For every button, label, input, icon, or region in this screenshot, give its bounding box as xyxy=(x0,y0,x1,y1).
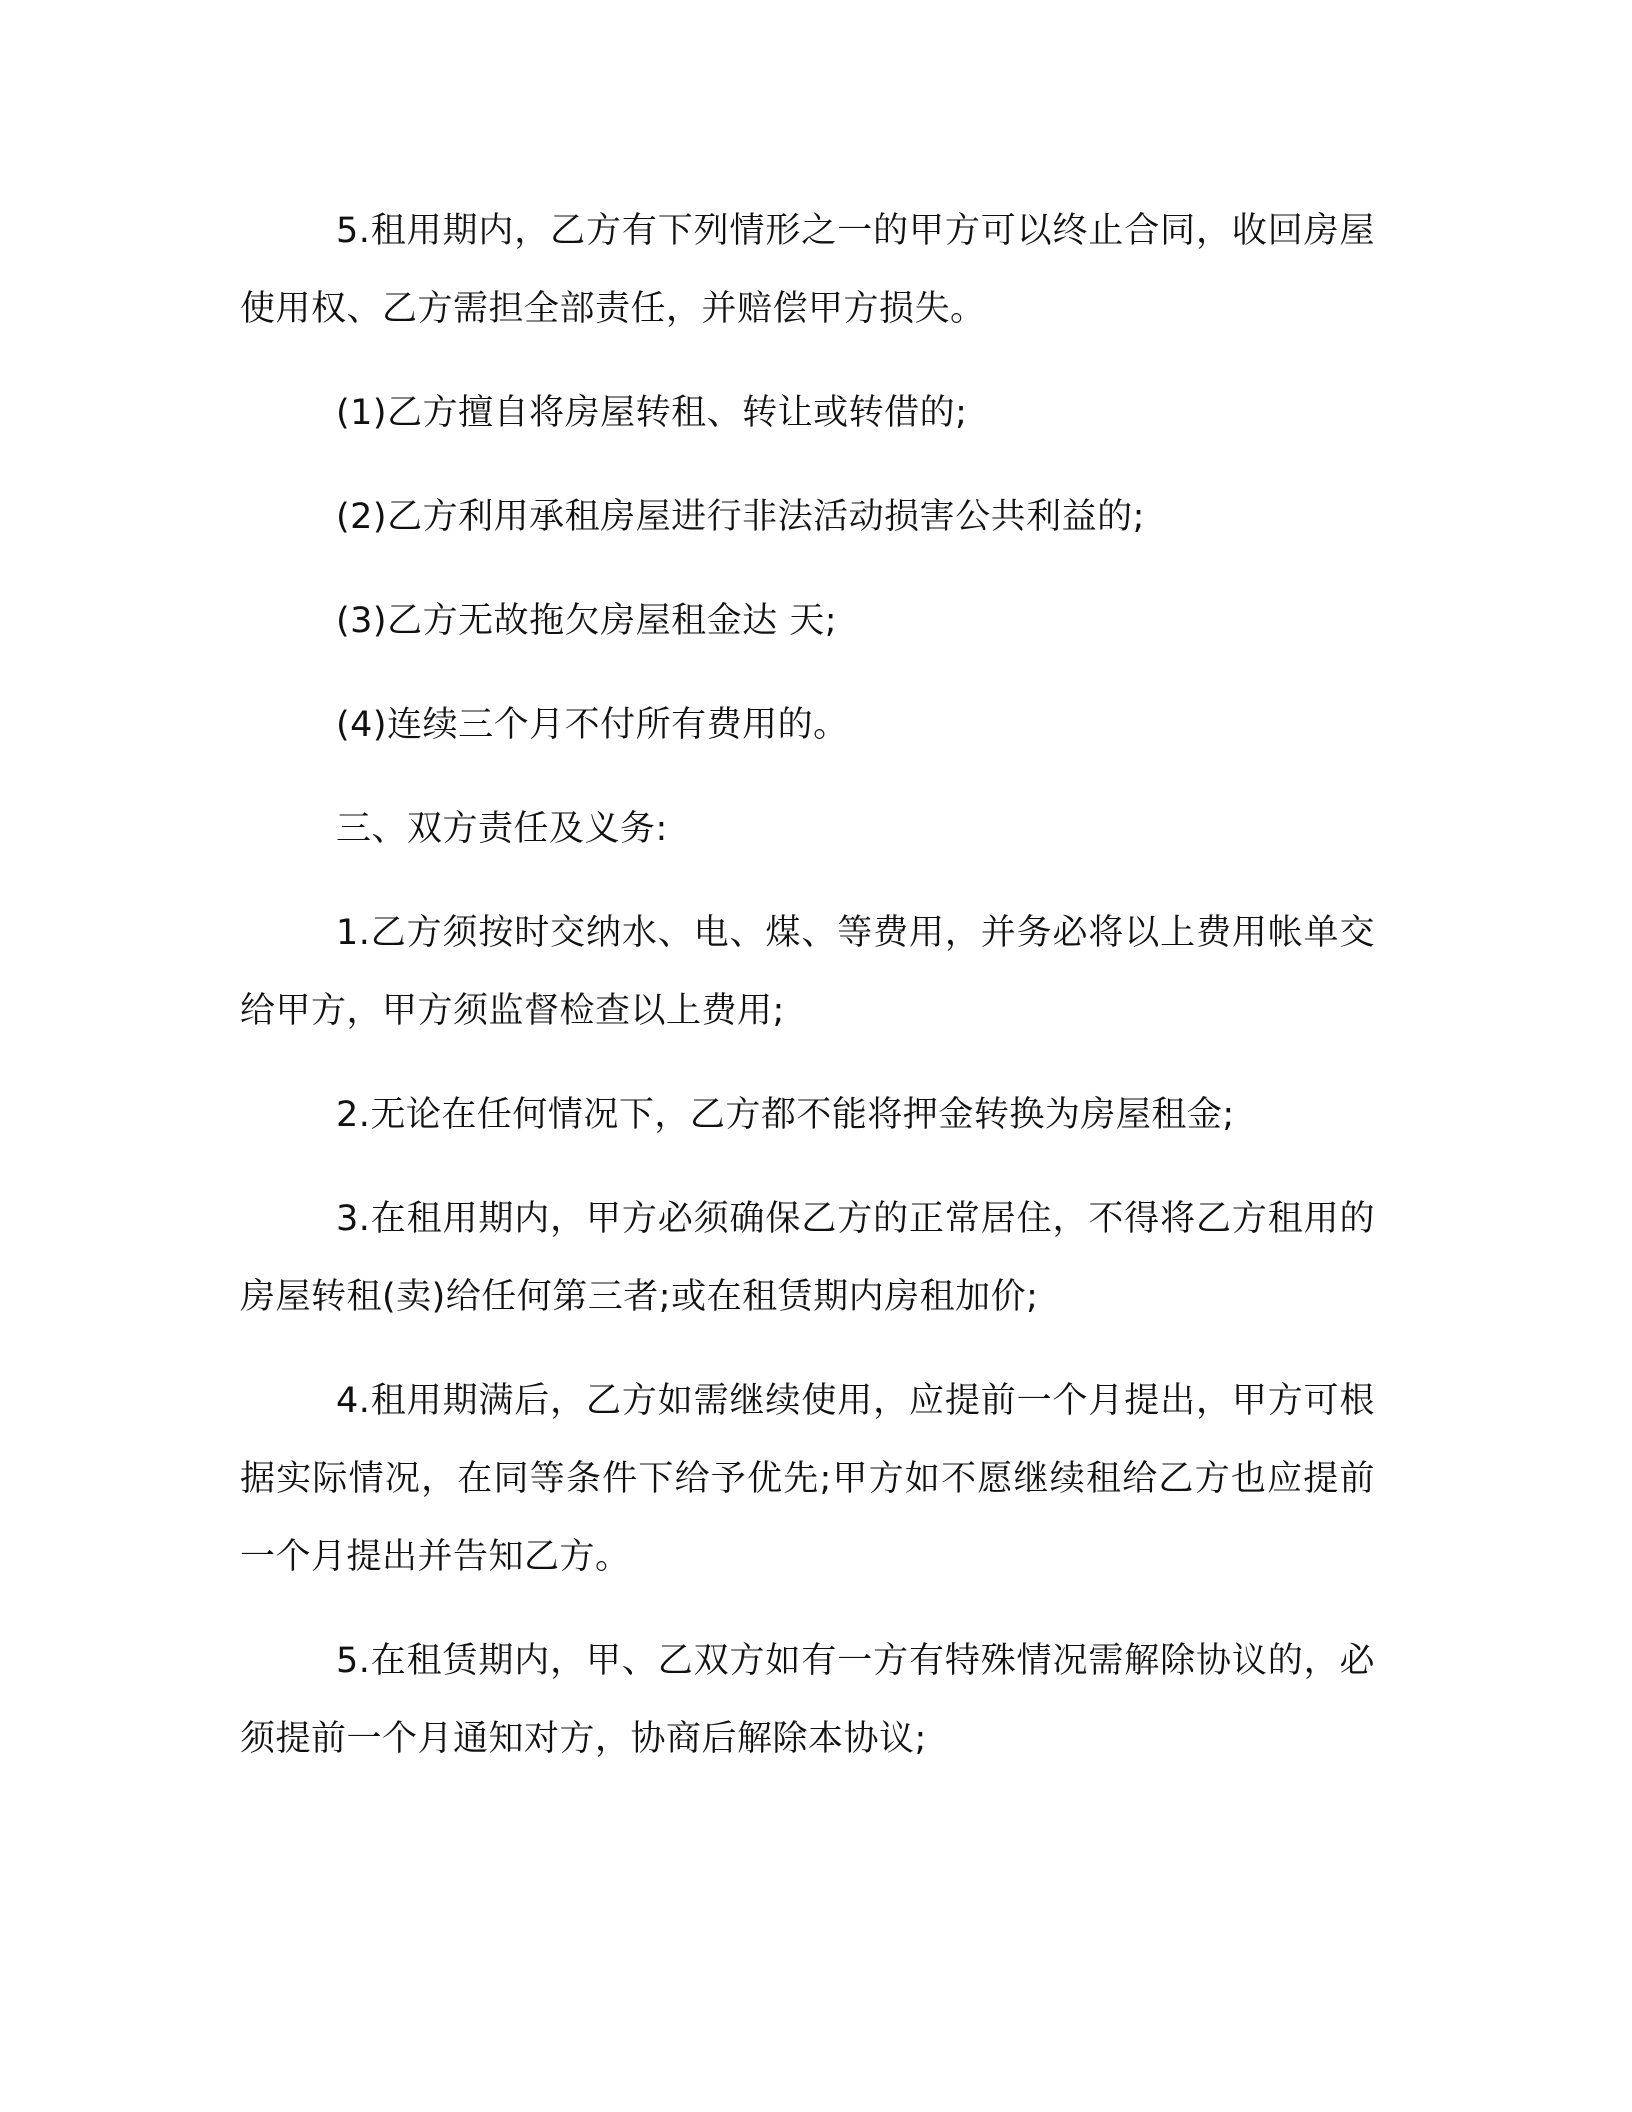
clause-item-2-illegal-use: (2)乙方利用承租房屋进行非法活动损害公共利益的; xyxy=(336,497,1145,537)
section-heading-responsibilities: 三、双方责任及义务: xyxy=(336,809,668,849)
clause-item-3-rent-arrears: (3)乙方无故拖欠房屋租金达 天; xyxy=(336,601,837,641)
duty-3-normal-residence: 3.在租用期内，甲方必须确保乙方的正常居住，不得将乙方租用的房屋转租(卖)给任何第三者;或在租赁期内房租加价; xyxy=(240,1199,1375,1317)
duty-2-deposit: 2.无论在任何情况下，乙方都不能将押金转换为房屋租金; xyxy=(336,1095,1235,1135)
document-body xyxy=(240,192,1375,1778)
clause-item-1-sublet: (1)乙方擅自将房屋转租、转让或转借的; xyxy=(336,393,968,433)
duty-1-utility-fees: 1.乙方须按时交纳水、电、煤、等费用，并务必将以上费用帐单交给甲方，甲方须监督检查以上费用; xyxy=(240,913,1375,1031)
clause-item-4-unpaid-fees: (4)连续三个月不付所有费用的。 xyxy=(336,705,849,745)
clause-5-termination-conditions: 5.租用期内，乙方有下列情形之一的甲方可以终止合同，收回房屋使用权、乙方需担全部责任，并赔偿甲方损失。 xyxy=(240,211,1375,329)
duty-4-renewal: 4.租用期满后，乙方如需继续使用，应提前一个月提出，甲方可根据实际情况，在同等条件下给予优先;甲方如不愿继续租给乙方也应提前一个月提出并告知乙方。 xyxy=(240,1381,1375,1577)
duty-5-early-termination: 5.在租赁期内，甲、乙双方如有一方有特殊情况需解除协议的，必须提前一个月通知对方，协商后解除本协议; xyxy=(240,1641,1375,1759)
